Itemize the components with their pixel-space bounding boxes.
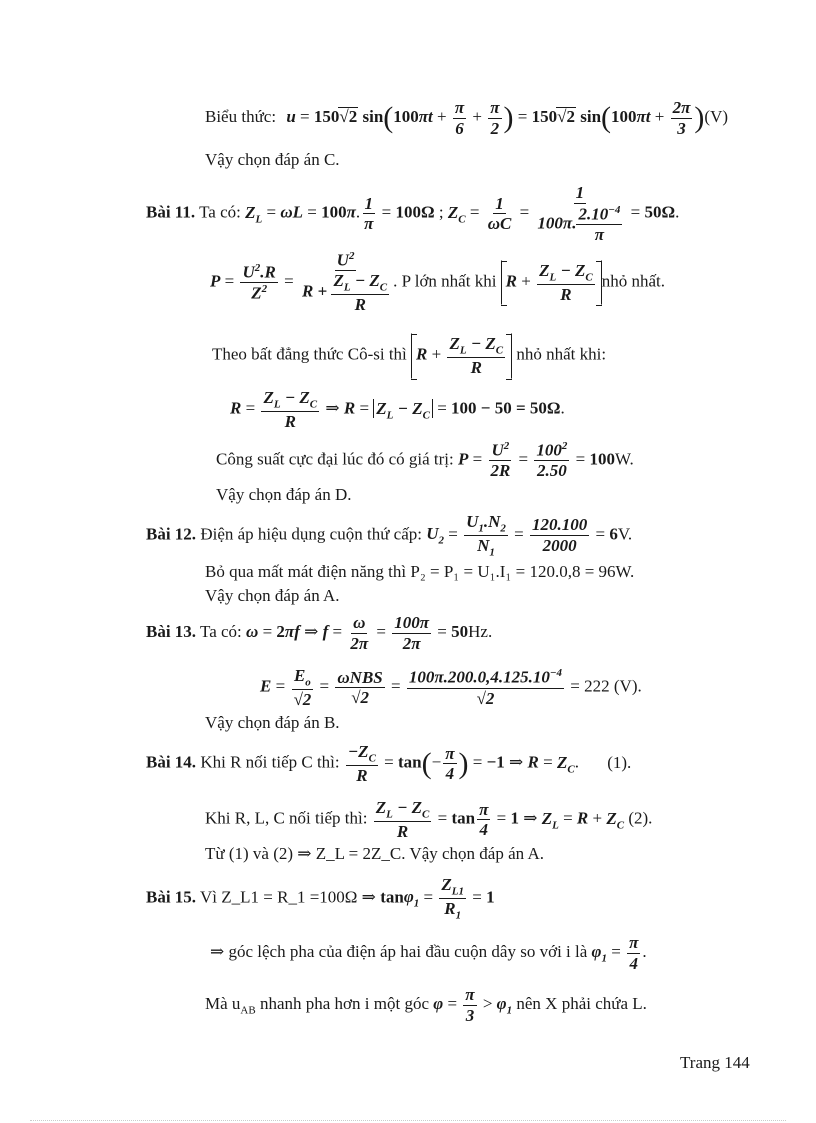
bai-13-row: Bài 13. Ta có: ω = 2πf ⇒ f = $\frac{\omega}{2\pi}$ = $\frac{100\pi}{2\pi}$ = 50Hz.	[146, 613, 493, 653]
text-cong-suat: Công suất cực đại lúc đó có giá trị:	[216, 449, 454, 469]
formula-phi: Mà $u_{AB}$ nhanh pha hơn i một góc φ = $\frac{\pi}{3}$ > $\varphi_1$ nên X phải chứa L.	[205, 985, 647, 1025]
text-chon-c: Vậy chọn đáp án C.	[205, 150, 340, 169]
bai-12-row: Bài 12. Điện áp hiệu dụng cuộn thứ cấp: $U_2$ = $\frac{U_1.N_2}{N_1}$ = $\frac{120.100}{2000}$ = 6V.	[146, 512, 633, 559]
formula-e: E = $\frac{E_o}{√2}$ = $\frac{\text{ωNBS}}{√2}$ = $\frac{100\pi.200.0,4.125.10^{-4}}{√2}$ = 222 (V).	[260, 666, 642, 710]
text-chon-a-12: Vậy chọn đáp án A.	[205, 586, 340, 605]
bai-12-label: Bài 12.	[146, 524, 197, 544]
formula-r-value: R = $\frac{Z_L - Z_C}{R}$ ⇒ $R = Z_L - Z_C = 100 - 50 = 50\Omega$.	[230, 388, 565, 432]
bai-11-label: Bài 11.	[146, 202, 196, 222]
bai-15-text: Vì Z_L1 = R_1 =100Ω ⇒	[200, 887, 376, 907]
bai-15-row: Bài 15. Vì Z_L1 = R_1 =100Ω ⇒ tanφ$_1$ = $\frac{Z_{L1}}{R_1}$ = 1	[146, 875, 495, 922]
text-nhanh-pha: nhanh pha hơn i một góc	[259, 993, 429, 1013]
formula-rlc: Khi R, L, C nối tiếp thì: $\frac{Z_L - Z_C}{R}$ = tan $\frac{\pi}{4}$ = 1 ⇒ $Z_L = R + Z_C$ (2).	[205, 798, 653, 842]
text-p-lon-nhat: P lớn nhất khi	[401, 271, 497, 291]
eq-2: (2).	[628, 808, 653, 828]
text-bieu-thuc: Biểu thức:	[205, 106, 277, 126]
bai-12-text: Điện áp hiệu dụng cuộn thứ cấp:	[200, 524, 422, 544]
bai-14-text: Khi R nối tiếp C thì:	[200, 752, 340, 772]
formula-cosi: Theo bất đẳng thức Cô-si thì R + $\frac{Z_L - Z_C}{R}$ nhỏ nhất khi:	[212, 334, 607, 378]
bai-11-text: Ta có:	[199, 202, 241, 222]
text-sub-ab: AB	[240, 1004, 256, 1017]
formula-phi1: ⇒ góc lệch pha của điện áp hai đầu cuộn dây so với i là $\varphi_1$ = $\frac{\pi}{4}$ .	[210, 933, 647, 973]
bai-13-text: Ta có:	[200, 621, 242, 641]
bai-14-label: Bài 14.	[146, 752, 197, 772]
bai-11-row: Bài 11. Ta có: $Z_L = \omega L = 100\pi$. $\frac{1}{\pi}$ = 100Ω ; $Z_C$ = $\frac{1}{\omega C}$ = 1 100π. $\frac{2.10^{-4}}{\pi}$ = 50Ω.	[146, 183, 680, 244]
text-ma-u: Mà u	[205, 993, 241, 1013]
footer-rule	[30, 1120, 786, 1121]
page-number: Trang 144	[680, 1053, 750, 1072]
text-nho-nhat-khi: nhỏ nhất khi:	[516, 344, 607, 364]
text-chon-d: Vậy chọn đáp án D.	[216, 485, 352, 504]
bai-15-label: Bài 15.	[146, 887, 197, 907]
text-chua-l: nên X phải chứa L.	[516, 993, 647, 1013]
text-cosi: Theo bất đẳng thức Cô-si thì	[212, 344, 407, 364]
text-bo-qua: Bỏ qua mất mát điện năng thì P₂ = P₁ = U₁.I₁ = 120.0,8 = 96W.	[205, 562, 635, 581]
text-goc-lech: ⇒ góc lệch pha của điện áp hai đầu cuộn dây so với i là	[210, 941, 588, 961]
formula-p-max: Công suất cực đại lúc đó có giá trị: P = $\frac{U^2}{2R}$ = $\frac{100^2}{2.50}$ = 100W.	[216, 440, 634, 481]
text-khi-rlc: Khi R, L, C nối tiếp thì:	[205, 808, 368, 828]
formula-u-expression: Biểu thức: u = 150√2 sin(100πt + $\frac{\pi}{6}$ + $\frac{\pi}{2}$ ) = 150√2 sin(100πt + $\frac{2\pi}{3}$ )(V)	[205, 98, 729, 138]
text-nho-nhat: nhỏ nhất.	[601, 271, 666, 291]
bai-14-row: Bài 14. Khi R nối tiếp C thì: $\frac{-Z_C}{R}$ = tan(− $\frac{\pi}{4}$ ) = −1 ⇒ $R = Z_C$. (1).	[146, 742, 632, 786]
text-tu-1-2: Từ (1) và (2) ⇒ Z_L = 2Z_C. Vậy chọn đáp án A.	[205, 844, 544, 863]
eq-1: (1).	[607, 752, 632, 772]
formula-p: P = $\frac{U^2.R}{Z^2}$ = $U^2$ R + $\frac{Z_L - Z_C}{R}$ . P lớn nhất khi R + $\frac{Z_L - Z_C}{R}$ nhỏ nhất.	[210, 250, 666, 315]
text-chon-b: Vậy chọn đáp án B.	[205, 713, 340, 732]
bai-13-label: Bài 13.	[146, 621, 197, 641]
